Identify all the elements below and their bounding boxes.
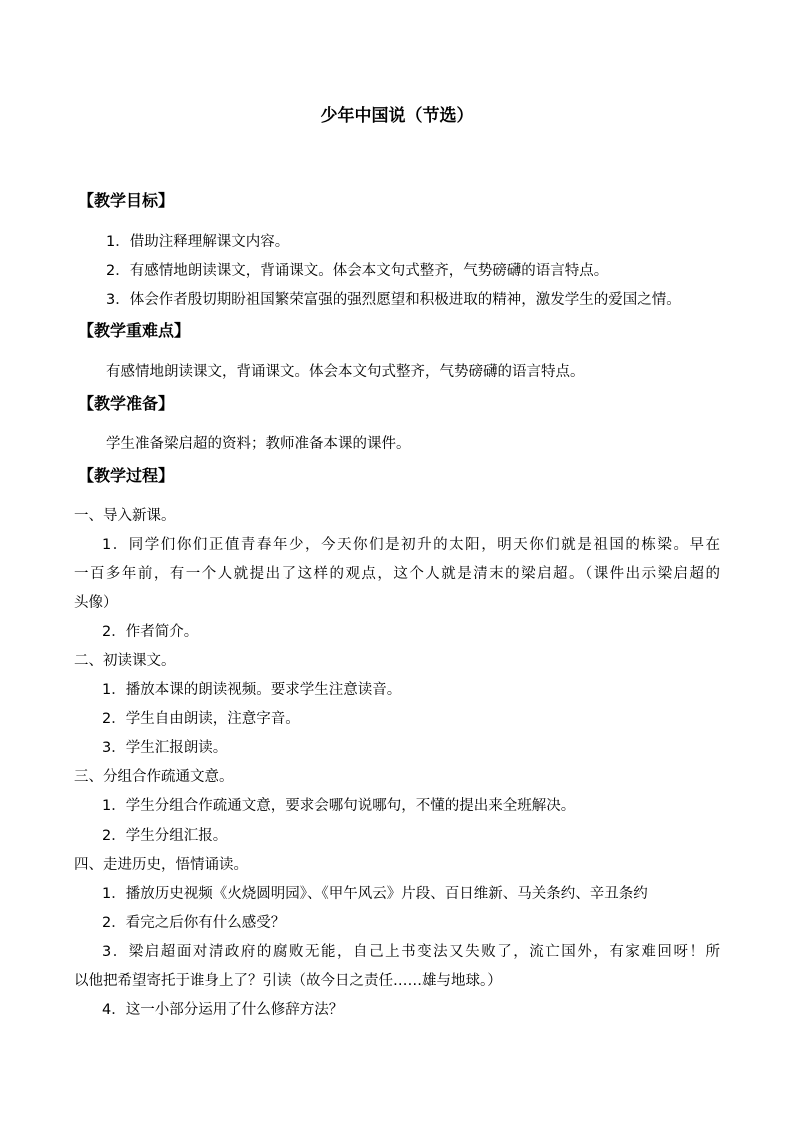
process-step-4-title: 四、走进历史，悟情诵读。 <box>74 857 248 873</box>
process-step-3-title: 三、分组合作疏通文意。 <box>74 769 234 785</box>
process-step-1-item-1-line-2: 一百多年前，有一个人就提出了这样的观点，这个人就是清末的梁启超。（课件出示梁启超的 <box>74 566 720 582</box>
process-step-3-item-2: 2．学生分组汇报。 <box>102 828 228 844</box>
process-step-4-item-2: 2．看完之后你有什么感受？ <box>102 915 286 931</box>
process-step-1-title: 一、导入新课。 <box>74 508 176 524</box>
process-step-4-item-1: 1．播放历史视频《火烧圆明园》、《甲午风云》片段、百日维新、马关条约、辛丑条约 <box>102 886 648 902</box>
section-heading-goals: 【教学目标】 <box>78 191 175 210</box>
process-step-1-item-1-line-3: 头像） <box>74 595 118 611</box>
document-title: 少年中国说（节选） <box>320 106 474 126</box>
process-step-2-title: 二、初读课文。 <box>74 653 176 669</box>
process-step-2-item-2: 2．学生自由朗读，注意字音。 <box>102 711 300 727</box>
process-step-4-item-3-line-1: 3．梁启超面对清政府的腐败无能，自己上书变法又失败了，流亡国外，有家难回呀！所 <box>102 944 720 960</box>
preparation-text: 学生准备梁启超的资料；教师准备本课的课件。 <box>106 436 411 452</box>
process-step-2-item-1: 1．播放本课的朗读视频。要求学生注意读音。 <box>102 682 402 698</box>
process-step-2-item-3: 3．学生汇报朗读。 <box>102 740 228 756</box>
process-step-4-item-4: 4．这一小部分运用了什么修辞方法？ <box>102 1002 344 1018</box>
process-step-3-item-1: 1．学生分组合作疏通文意，要求会哪句说哪句，不懂的提出来全班解决。 <box>102 798 576 814</box>
process-step-1-item-2: 2．作者简介。 <box>102 624 199 640</box>
section-heading-key-points: 【教学重难点】 <box>78 321 191 340</box>
process-step-4-item-3-line-2: 以他把希望寄托于谁身上了？引读（故今日之责任……雄与地球。） <box>74 973 502 989</box>
process-step-1-item-1-line-1: 1．同学们你们正值青春年少，今天你们是初升的太阳，明天你们就是祖国的栋梁。早在 <box>102 537 720 553</box>
key-points-text: 有感情地朗读课文，背诵课文。体会本文句式整齐，气势磅礴的语言特点。 <box>106 364 585 380</box>
goal-item-1: 1．借助注释理解课文内容。 <box>106 234 290 250</box>
section-heading-preparation: 【教学准备】 <box>78 394 175 413</box>
goal-item-2: 2．有感情地朗读课文，背诵课文。体会本文句式整齐，气势磅礴的语言特点。 <box>106 263 609 279</box>
section-heading-process: 【教学过程】 <box>78 466 175 485</box>
goal-item-3: 3．体会作者殷切期盼祖国繁荣富强的强烈愿望和积极进取的精神，激发学生的爱国之情。 <box>106 292 681 308</box>
